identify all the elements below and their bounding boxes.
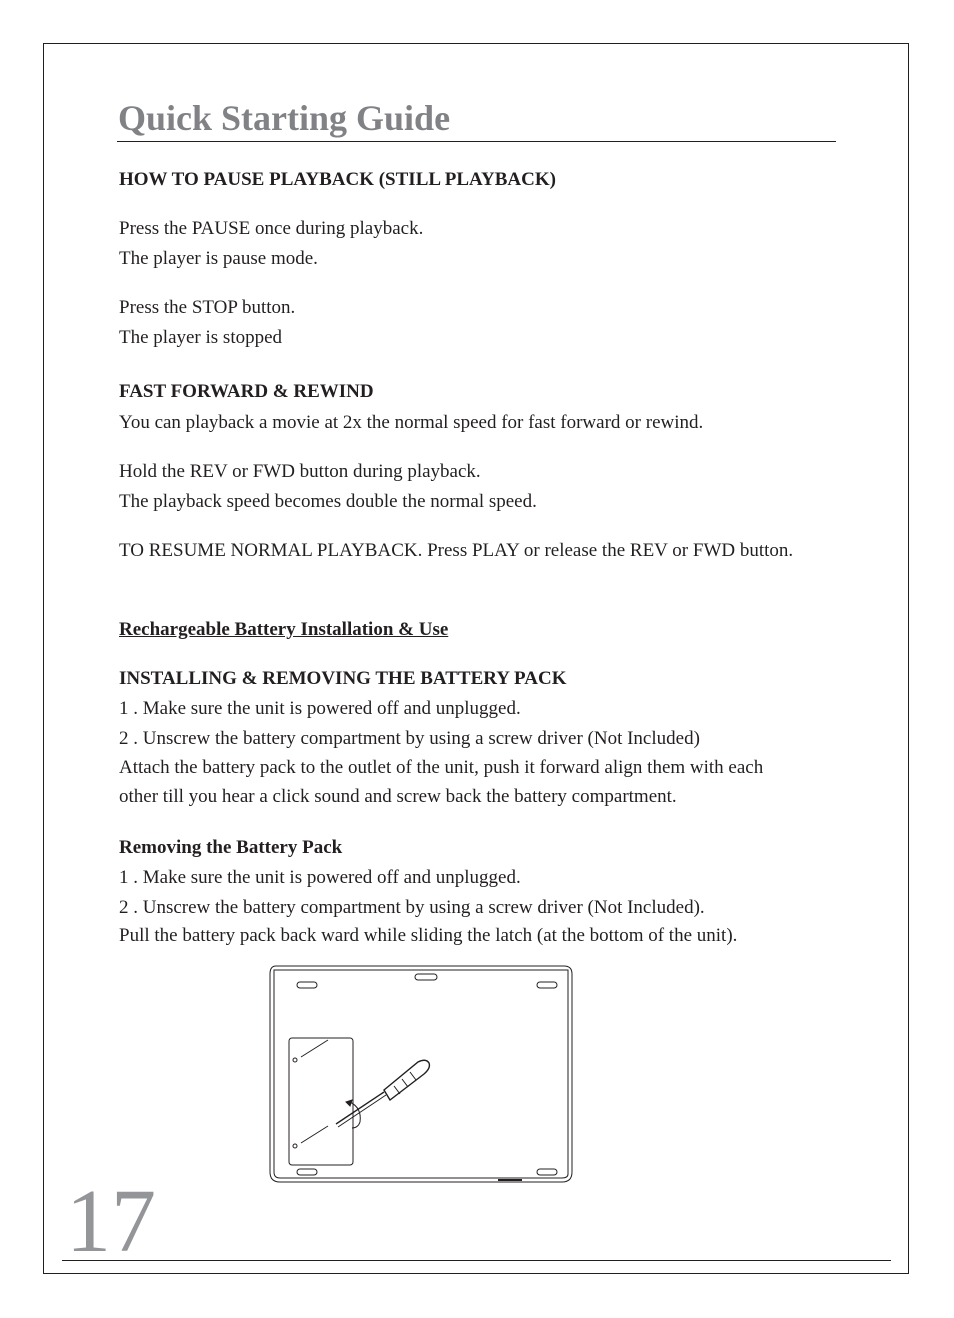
remove-step-1: 1 . Make sure the unit is powered off and unplugged.: [119, 867, 521, 888]
remove-line-3: Pull the battery pack back ward while sliding the latch (at the bottom of the unit).: [119, 925, 738, 946]
title-divider: [117, 141, 836, 142]
install-step-1: 1 . Make sure the unit is powered off and unplugged.: [119, 698, 521, 719]
page-number: 17: [66, 1172, 156, 1271]
pause-line-4: The player is stopped: [119, 327, 283, 348]
battery-heading: Rechargeable Battery Installation & Use: [119, 619, 449, 640]
pause-line-3: Press the STOP button.: [119, 297, 296, 318]
remove-step-2: 2 . Unscrew the battery compartment by using a screw driver (Not Included).: [119, 897, 705, 918]
footer-divider: [62, 1260, 891, 1261]
pause-line-1: Press the PAUSE once during playback.: [119, 218, 424, 239]
install-heading: INSTALLING & REMOVING THE BATTERY PACK: [119, 668, 567, 689]
ffrew-line-1: You can playback a movie at 2x the normal speed for fast forward or rewind.: [119, 412, 704, 433]
pause-heading: HOW TO PAUSE PLAYBACK (STILL PLAYBACK): [119, 169, 556, 190]
ffrew-line-4: TO RESUME NORMAL PLAYBACK. Press PLAY or release the REV or FWD button.: [119, 540, 794, 561]
page-title: Quick Starting Guide: [118, 98, 451, 138]
ffrew-line-3: The playback speed becomes double the normal speed.: [119, 491, 537, 512]
screwdriver-battery-compartment-illustration: [266, 962, 576, 1188]
ffrew-line-2: Hold the REV or FWD button during playback.: [119, 461, 481, 482]
pause-line-2: The player is pause mode.: [119, 248, 318, 269]
install-line-3: Attach the battery pack to the outlet of the unit, push it forward align them with each: [119, 757, 764, 778]
remove-heading: Removing the Battery Pack: [119, 837, 343, 858]
install-step-2: 2 . Unscrew the battery compartment by using a screw driver (Not Included): [119, 728, 700, 749]
ffrew-heading: FAST FORWARD & REWIND: [119, 381, 374, 402]
install-line-4: other till you hear a click sound and screw back the battery compartment.: [119, 786, 677, 807]
